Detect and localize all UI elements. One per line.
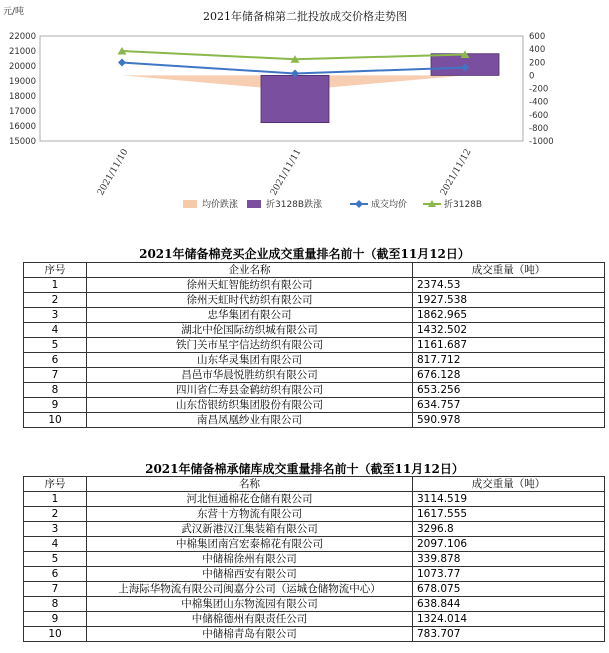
row-index: 8 [24, 383, 87, 398]
table-row [24, 612, 605, 627]
row-name: 忠华集团有限公司 [87, 308, 413, 323]
row-name: 中储棉徐州有限公司 [87, 552, 413, 567]
y-left-tick-label: 22000 [8, 32, 36, 42]
row-index: 9 [24, 398, 87, 413]
row-weight: 590.978 [413, 413, 605, 428]
row-index: 10 [24, 413, 87, 428]
row-weight: 638.844 [413, 597, 605, 612]
table-row [24, 597, 605, 612]
row-weight: 634.757 [413, 398, 605, 413]
chart-title: 2021年储备棉第二批投放成交价格走势图 [203, 10, 407, 23]
row-name: 河北恒通棉花仓储有限公司 [87, 492, 413, 507]
table-row [24, 582, 605, 597]
table1-title: 2021年储备棉竞买企业成交重量排名前十（截至11月12日） [139, 247, 470, 261]
y-right-tick-label: 600 [529, 32, 546, 42]
price-trend-chart [0, 0, 609, 235]
header-weight: 成交重量（吨） [413, 263, 605, 278]
y-right-tick-label: -400 [529, 97, 549, 108]
row-weight: 653.256 [413, 383, 605, 398]
row-weight: 783.707 [413, 627, 605, 642]
y-right-tick-label: 200 [529, 58, 546, 69]
row-index: 8 [24, 597, 87, 612]
row-weight: 1324.014 [413, 612, 605, 627]
bar-3128b-change [261, 75, 329, 122]
row-index: 1 [24, 492, 87, 507]
row-index: 4 [24, 537, 87, 552]
row-name: 昌邑市华晨悦胜纺织有限公司 [87, 368, 413, 383]
row-name: 中棉集团南宫宏泰棉花有限公司 [87, 537, 413, 552]
row-index: 7 [24, 582, 87, 597]
y-left-tick-label: 20000 [8, 62, 36, 72]
row-weight: 3296.8 [413, 522, 605, 537]
row-index: 9 [24, 612, 87, 627]
table-header-row [24, 263, 605, 278]
y-left-tick-label: 18000 [8, 92, 36, 102]
y-right-tick-label: 0 [529, 71, 535, 82]
row-name: 湖北中伦国际纺织城有限公司 [87, 323, 413, 338]
row-name: 中储棉西安有限公司 [87, 567, 413, 582]
table-row [24, 507, 605, 522]
row-weight: 1927.538 [413, 293, 605, 308]
y-right-tick-label: -600 [529, 110, 549, 121]
table-row [24, 492, 605, 507]
row-index: 1 [24, 278, 87, 293]
row-name: 山东岱银纺织集团股份有限公司 [87, 398, 413, 413]
header-weight: 成交重量（吨） [413, 477, 605, 492]
y-right-tick-label: -200 [529, 84, 549, 95]
row-index: 7 [24, 368, 87, 383]
row-name: 南昌凤凰纱业有限公司 [87, 413, 413, 428]
row-weight: 2097.106 [413, 537, 605, 552]
row-name: 中储棉德州有限责任公司 [87, 612, 413, 627]
legend-label: 成交均价 [371, 200, 408, 210]
table-row [24, 627, 605, 642]
y-right-tick-label: 400 [529, 45, 546, 56]
row-weight: 3114.519 [413, 492, 605, 507]
row-name: 徐州天虹智能纺织有限公司 [87, 278, 413, 293]
row-name: 中棉集团山东物流园有限公司 [87, 597, 413, 612]
row-weight: 2374.53 [413, 278, 605, 293]
row-weight: 1432.502 [413, 323, 605, 338]
row-index: 3 [24, 308, 87, 323]
legend-marker [355, 200, 363, 208]
chart-svg [0, 0, 609, 235]
row-weight: 1161.687 [413, 338, 605, 353]
legend-label: 折3128B跌涨 [266, 200, 323, 210]
row-index: 3 [24, 522, 87, 537]
header-name: 企业名称 [87, 263, 413, 278]
row-weight: 339.878 [413, 552, 605, 567]
y-left-tick-label: 19000 [8, 77, 36, 87]
point-avg-price [118, 59, 126, 67]
row-weight: 1073.77 [413, 567, 605, 582]
table-row [24, 567, 605, 582]
legend-label: 均价跌涨 [202, 200, 239, 210]
row-name: 徐州天虹时代纺织有限公司 [87, 293, 413, 308]
row-name: 四川省仁寿县金鹤纺织有限公司 [87, 383, 413, 398]
row-name: 中储棉青岛有限公司 [87, 627, 413, 642]
row-index: 5 [24, 552, 87, 567]
table-row [24, 323, 605, 338]
header-index: 序号 [24, 263, 87, 278]
legend-label: 折3128B [444, 200, 483, 210]
row-index: 5 [24, 338, 87, 353]
table-row [24, 552, 605, 567]
table-row [24, 293, 605, 308]
y-left-tick-label: 15000 [8, 137, 36, 147]
y-unit-label: 元/吨 [3, 7, 25, 17]
row-name: 东营十方物流有限公司 [87, 507, 413, 522]
x-tick-label: 2021/11/11 [269, 147, 304, 198]
table-row [24, 308, 605, 323]
row-weight: 678.075 [413, 582, 605, 597]
table-header-row [24, 477, 605, 492]
table2-title: 2021年储备棉承储库成交重量排名前十（截至11月12日） [145, 462, 464, 476]
bidder-ranking-table [23, 262, 605, 428]
row-weight: 676.128 [413, 368, 605, 383]
row-weight: 817.712 [413, 353, 605, 368]
row-weight: 1617.555 [413, 507, 605, 522]
row-index: 6 [24, 353, 87, 368]
row-index: 4 [24, 323, 87, 338]
header-name: 名称 [87, 477, 413, 492]
legend-swatch [247, 200, 261, 208]
table-row [24, 338, 605, 353]
x-tick-label: 2021/11/12 [439, 147, 474, 198]
table-row [24, 522, 605, 537]
table-row [24, 413, 605, 428]
warehouse-ranking-table [23, 476, 605, 642]
row-name: 武汉新港汉江集装箱有限公司 [87, 522, 413, 537]
header-index: 序号 [24, 477, 87, 492]
y-right-tick-label: -1000 [529, 137, 554, 147]
x-tick-label: 2021/11/10 [96, 147, 131, 198]
row-index: 6 [24, 567, 87, 582]
row-index: 2 [24, 293, 87, 308]
table-row [24, 398, 605, 413]
table-row [24, 368, 605, 383]
row-index: 10 [24, 627, 87, 642]
table-row [24, 278, 605, 293]
y-right-tick-label: -800 [529, 123, 549, 134]
y-left-tick-label: 21000 [8, 47, 36, 57]
table-row [24, 383, 605, 398]
row-weight: 1862.965 [413, 308, 605, 323]
legend-swatch [183, 200, 197, 208]
table-row [24, 353, 605, 368]
row-index: 2 [24, 507, 87, 522]
y-left-tick-label: 16000 [8, 122, 36, 132]
row-name: 上海际华物流有限公司闽嘉分公司（运城仓储物流中心） [87, 582, 413, 597]
row-name: 山东华灵集团有限公司 [87, 353, 413, 368]
table-row [24, 537, 605, 552]
y-left-tick-label: 17000 [8, 107, 36, 117]
row-name: 铁门关市星宇信达纺织有限公司 [87, 338, 413, 353]
